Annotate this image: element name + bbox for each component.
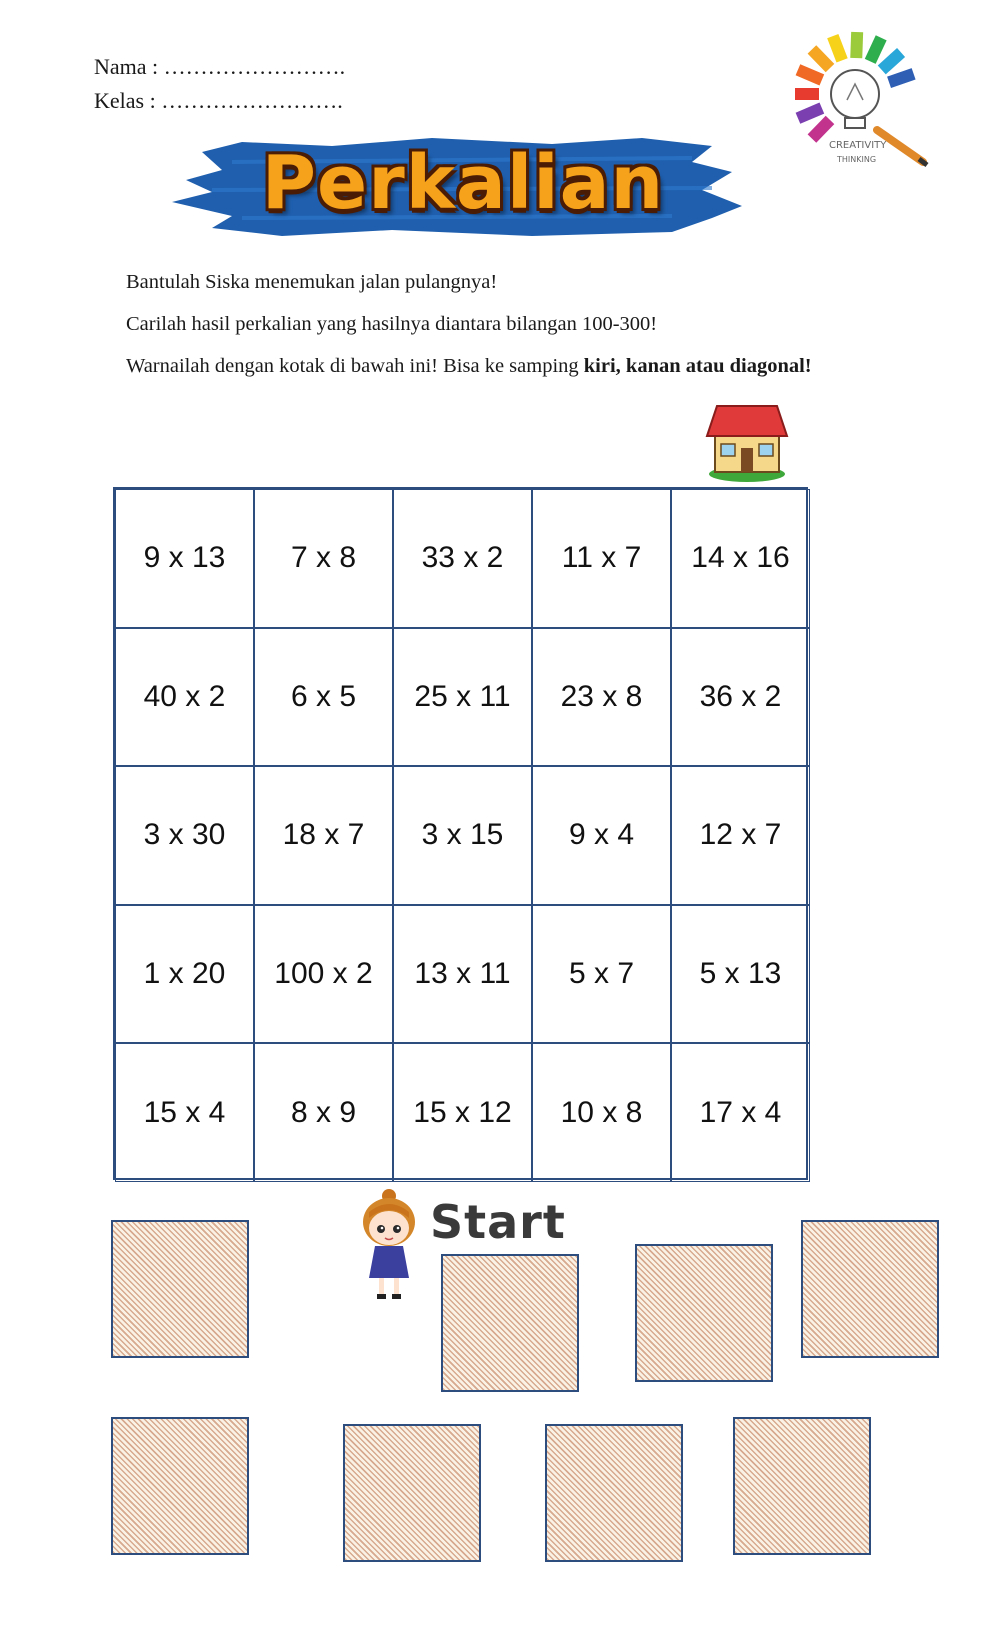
answer-tile[interactable]	[441, 1254, 579, 1392]
maze-cell[interactable]: 6 x 5	[254, 628, 393, 767]
maze-cell[interactable]: 36 x 2	[671, 628, 810, 767]
maze-cell[interactable]: 9 x 4	[532, 766, 671, 905]
girl-character-icon	[355, 1188, 423, 1304]
maze-cell[interactable]: 9 x 13	[115, 489, 254, 628]
maze-cell[interactable]: 15 x 4	[115, 1043, 254, 1182]
maze-cell[interactable]: 23 x 8	[532, 628, 671, 767]
instruction-line-2: Carilah hasil perkalian yang hasilnya diantara bilangan 100-300!	[126, 313, 658, 335]
maze-cell[interactable]: 8 x 9	[254, 1043, 393, 1182]
maze-cell[interactable]: 40 x 2	[115, 628, 254, 767]
multiplication-maze-grid	[113, 487, 808, 1180]
maze-cell[interactable]: 15 x 12	[393, 1043, 532, 1182]
maze-cell[interactable]: 5 x 7	[532, 905, 671, 1044]
maze-cell[interactable]: 5 x 13	[671, 905, 810, 1044]
answer-tile[interactable]	[635, 1244, 773, 1382]
maze-cell[interactable]: 1 x 20	[115, 905, 254, 1044]
house-icon	[703, 400, 791, 484]
answer-tile[interactable]	[343, 1424, 481, 1562]
lightbulb-pencil-icon	[795, 22, 945, 182]
maze-cell[interactable]: 33 x 2	[393, 489, 532, 628]
maze-cell[interactable]: 7 x 8	[254, 489, 393, 628]
class-field-label: Kelas : …………………….	[94, 88, 343, 113]
instruction-line-3-regular: Warnailah dengan kotak di bawah ini! Bisa ke samping	[126, 355, 584, 377]
maze-cell[interactable]: 17 x 4	[671, 1043, 810, 1182]
logo-caption-line1: CREATIVITY	[829, 140, 887, 151]
name-field-label: Nama : …………………….	[94, 54, 346, 79]
answer-tile[interactable]	[111, 1220, 249, 1358]
maze-cell[interactable]: 11 x 7	[532, 489, 671, 628]
start-label: Start	[430, 1195, 566, 1249]
maze-cell[interactable]: 3 x 30	[115, 766, 254, 905]
instruction-line-3-bold: kiri, kanan atau diagonal!	[583, 355, 812, 377]
maze-cell[interactable]: 12 x 7	[671, 766, 810, 905]
answer-tile[interactable]	[733, 1417, 871, 1555]
instruction-line-1: Bantulah Siska menemukan jalan pulangnya!	[126, 271, 498, 293]
page-title: Perkalian	[261, 140, 665, 226]
maze-cell[interactable]: 14 x 16	[671, 489, 810, 628]
logo-caption-line2: THINKING	[837, 155, 877, 164]
title-banner	[172, 132, 754, 242]
maze-cell[interactable]: 3 x 15	[393, 766, 532, 905]
instruction-line-3	[126, 354, 812, 378]
answer-tile[interactable]	[801, 1220, 939, 1358]
maze-cell[interactable]: 10 x 8	[532, 1043, 671, 1182]
maze-cell[interactable]: 13 x 11	[393, 905, 532, 1044]
maze-cell[interactable]: 18 x 7	[254, 766, 393, 905]
answer-tile[interactable]	[111, 1417, 249, 1555]
maze-cell[interactable]: 25 x 11	[393, 628, 532, 767]
maze-cell[interactable]: 100 x 2	[254, 905, 393, 1044]
answer-tile[interactable]	[545, 1424, 683, 1562]
